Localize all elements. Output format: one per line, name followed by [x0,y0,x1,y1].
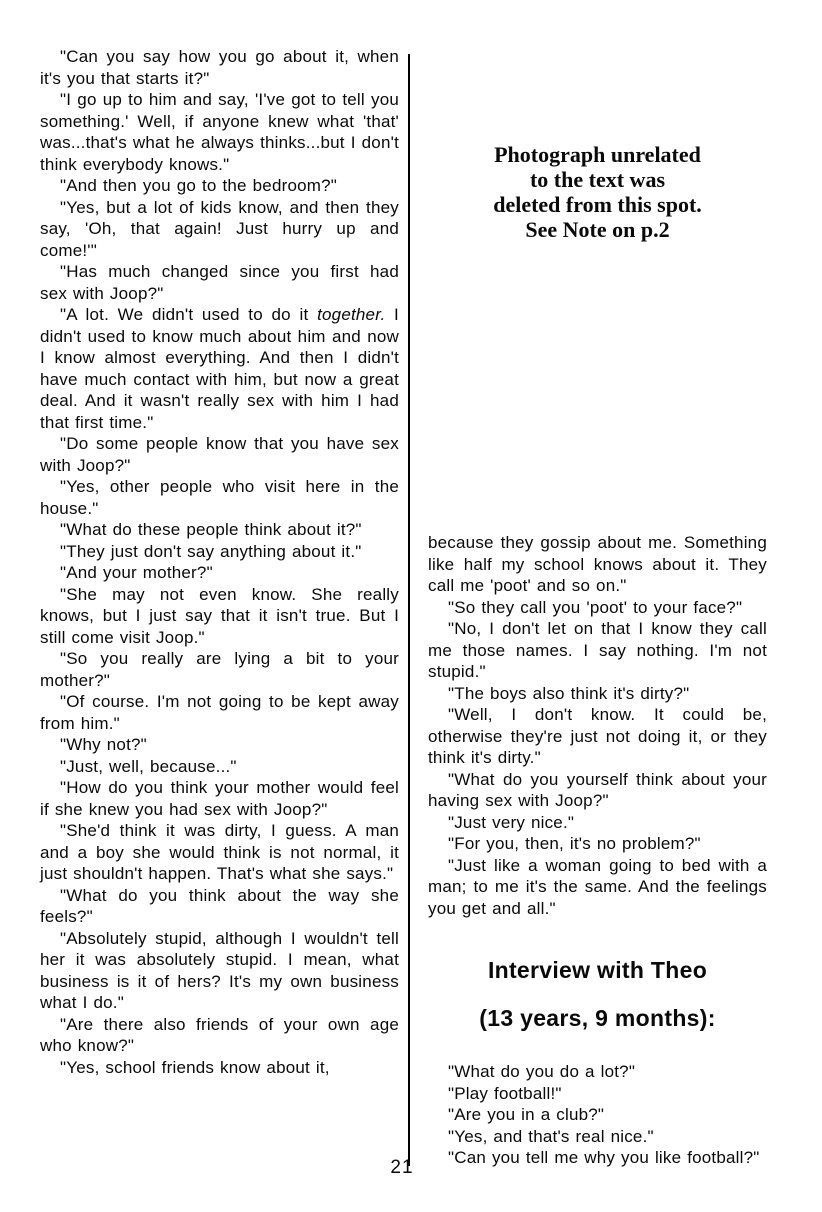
page-number: 21 [390,1157,414,1178]
interview-paragraph: "Yes, other people who visit here in the house." [40,477,399,518]
interview-dialogue [428,1061,767,1169]
interview-paragraph: "Of course. I'm not going to be kept away from him." [40,692,399,733]
interview-paragraph: "Yes, but a lot of kids know, and then they say, 'Oh, that again! Just hurry up and come!'" [40,197,399,260]
interview-heading-name: Interview with Theo [487,957,708,983]
interview-paragraph: "And then you go to the bedroom?" [60,176,338,195]
right-column [428,46,767,1169]
interview-paragraph: "What do you do a lot?" [448,1062,636,1081]
interview-paragraph: "Just very nice." [448,812,575,832]
interview-paragraph: "The boys also think it's dirty?" [448,683,690,703]
interview-paragraph: "No, I don't let on that I know they call me those names. I say nothing. I'm not stupid." [428,619,767,681]
interview-paragraph: "So they call you 'poot' to your face?" [448,597,743,617]
interview-paragraph: "For you, then, it's no problem?" [448,834,701,853]
interview-paragraph: "Play football!" [448,1083,562,1103]
interview-paragraph: "She may not even know. She really knows, but I just say that it isn't true. But I still come visit Joop." [40,584,399,647]
notice-line: deleted from this spot. [493,192,702,217]
interview-paragraph: "So you really are lying a bit to your mother?" [40,649,399,690]
interview-paragraph: "Has much changed since you first had sex with Joop?" [40,262,399,303]
photo-deleted-notice [428,46,767,242]
interview-heading-age: (13 years, 9 months): [479,1005,716,1031]
interview-paragraph: "What do these people think about it?" [60,520,362,539]
interview-paragraph: "Well, I don't know. It could be, otherwise they're just not doing it, or they think it's dirty." [428,705,767,767]
interview-paragraph: "Do some people know that you have sex with Joop?" [40,434,399,475]
interview-paragraph: "What do you think about the way she feels?" [40,885,399,926]
notice-line: to the text was [529,167,666,192]
interview-paragraph: "She'd think it was dirty, I guess. A man and a boy she would think is not normal, it just shouldn't happen. That's what she says." [40,821,399,883]
notice-line: Photograph unrelated [494,142,701,167]
left-column [40,46,399,1078]
interview-paragraph: "Can you say how you go about it, when it's you that starts it?" [40,47,399,88]
notice-line: See Note on p.2 [525,217,670,242]
right-column-body [428,532,767,919]
interview-paragraph: "Are you in a club?" [448,1105,605,1124]
interview-paragraph: "Just like a woman going to bed with a man; to me it's the same. And the feelings you get and all." [428,855,767,918]
interview-paragraph: "Yes, school friends know about it, [60,1057,330,1077]
interview-paragraph: "How do you think your mother would feel if she knew you had sex with Joop?" [40,778,399,819]
interview-paragraph: "Can you tell me why you like football?" [448,1148,760,1167]
interview-paragraph: "What do you yourself think about your having sex with Joop?" [428,769,767,810]
interview-paragraph: "A lot. We didn't used to do it together. I didn't used to know much about him and now I know almost everything. And then I didn't have much contact with him, but now a great deal. And it wasn't really sex with him I had that first time." [40,305,399,432]
interview-paragraph: "I go up to him and say, 'I've got to tell you something.' Well, if anyone knew what 'that' was...that's what he always thinks...but I don't think everybody knows." [40,90,399,174]
interview-paragraph: "Just, well, because..." [60,756,237,776]
interview-paragraph: "And your mother?" [60,563,213,582]
interview-paragraph: "Why not?" [60,735,147,754]
interview-paragraph: because they gossip about me. Something like half my school knows about it. They call me 'poot' and so on." [428,533,767,595]
interview-paragraph: "Are there also friends of your own age who know?" [40,1014,399,1055]
interview-paragraph: "Absolutely stupid, although I wouldn't tell her it was absolutely stupid. I mean, what business is it of hers? It's my own business what I do." [40,928,399,1012]
interview-paragraph: "They just don't say anything about it." [60,541,362,561]
interview-paragraph: "Yes, and that's real nice." [448,1126,654,1146]
column-divider-rule [408,54,410,1166]
